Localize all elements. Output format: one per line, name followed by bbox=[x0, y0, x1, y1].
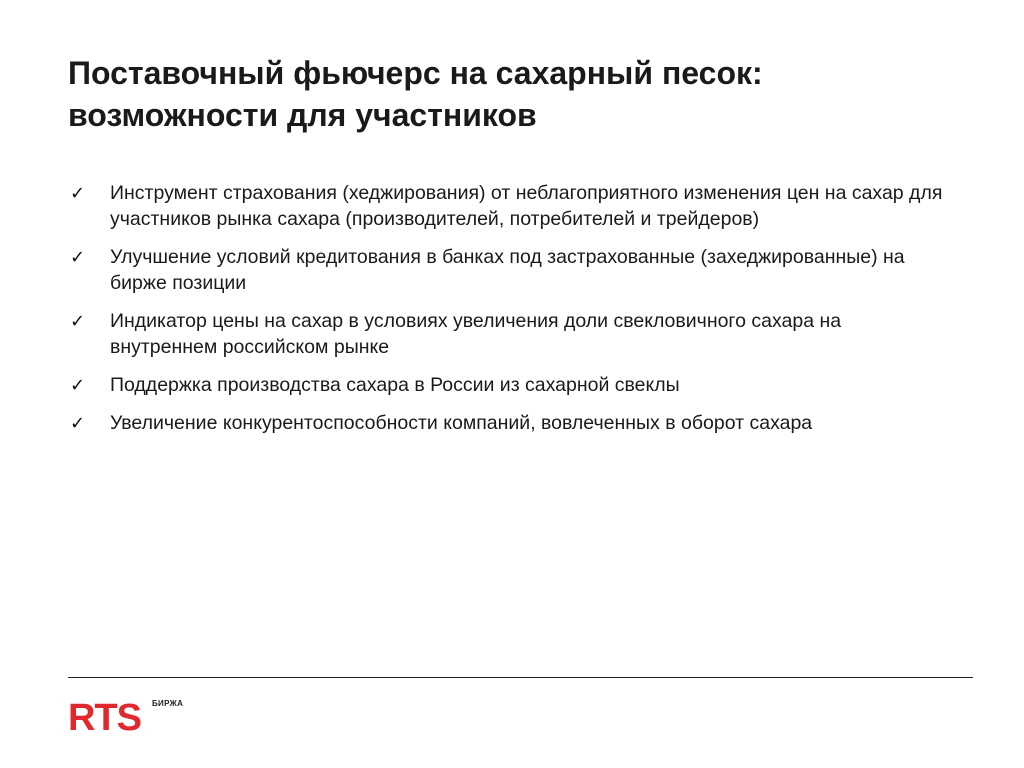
bullet-text: Поддержка производства сахара в России из сахарной свеклы bbox=[110, 374, 680, 396]
bullet-list bbox=[70, 180, 950, 448]
rts-logo-mark bbox=[68, 697, 148, 733]
bullet-item bbox=[70, 410, 950, 436]
rts-logo bbox=[68, 697, 183, 737]
check-icon: ✓ bbox=[70, 413, 86, 433]
check-icon: ✓ bbox=[70, 247, 86, 267]
footer-divider bbox=[68, 677, 973, 678]
bullet-text: Улучшение условий кредитования в банках под застрахованные (захеджированные) на бирже позиции bbox=[110, 246, 905, 294]
rts-logo-subtext: БИРЖА bbox=[152, 699, 184, 708]
slide-title-line-2: возможности для участников bbox=[68, 97, 537, 133]
bullet-text: Инструмент страхования (хеджирования) от неблагоприятного изменения цен на сахар для участников рынка сахара (производителей, потребителей и трейдеров) bbox=[110, 182, 943, 230]
bullet-item bbox=[70, 308, 950, 360]
bullet-item bbox=[70, 180, 950, 232]
bullet-item bbox=[70, 244, 950, 296]
slide-title bbox=[68, 52, 968, 136]
check-icon: ✓ bbox=[70, 311, 86, 331]
bullet-text: Индикатор цены на сахар в условиях увеличения доли свекловичного сахара на внутреннем российском рынке bbox=[110, 310, 842, 358]
slide-title-line-1: Поставочный фьючерс на сахарный песок: bbox=[68, 55, 763, 91]
bullet-text: Увеличение конкурентоспособности компаний, вовлеченных в оборот сахара bbox=[110, 412, 813, 434]
check-icon: ✓ bbox=[70, 375, 86, 395]
rts-logo-text: RTS bbox=[68, 697, 141, 733]
check-icon: ✓ bbox=[70, 183, 86, 203]
bullet-item bbox=[70, 372, 950, 398]
